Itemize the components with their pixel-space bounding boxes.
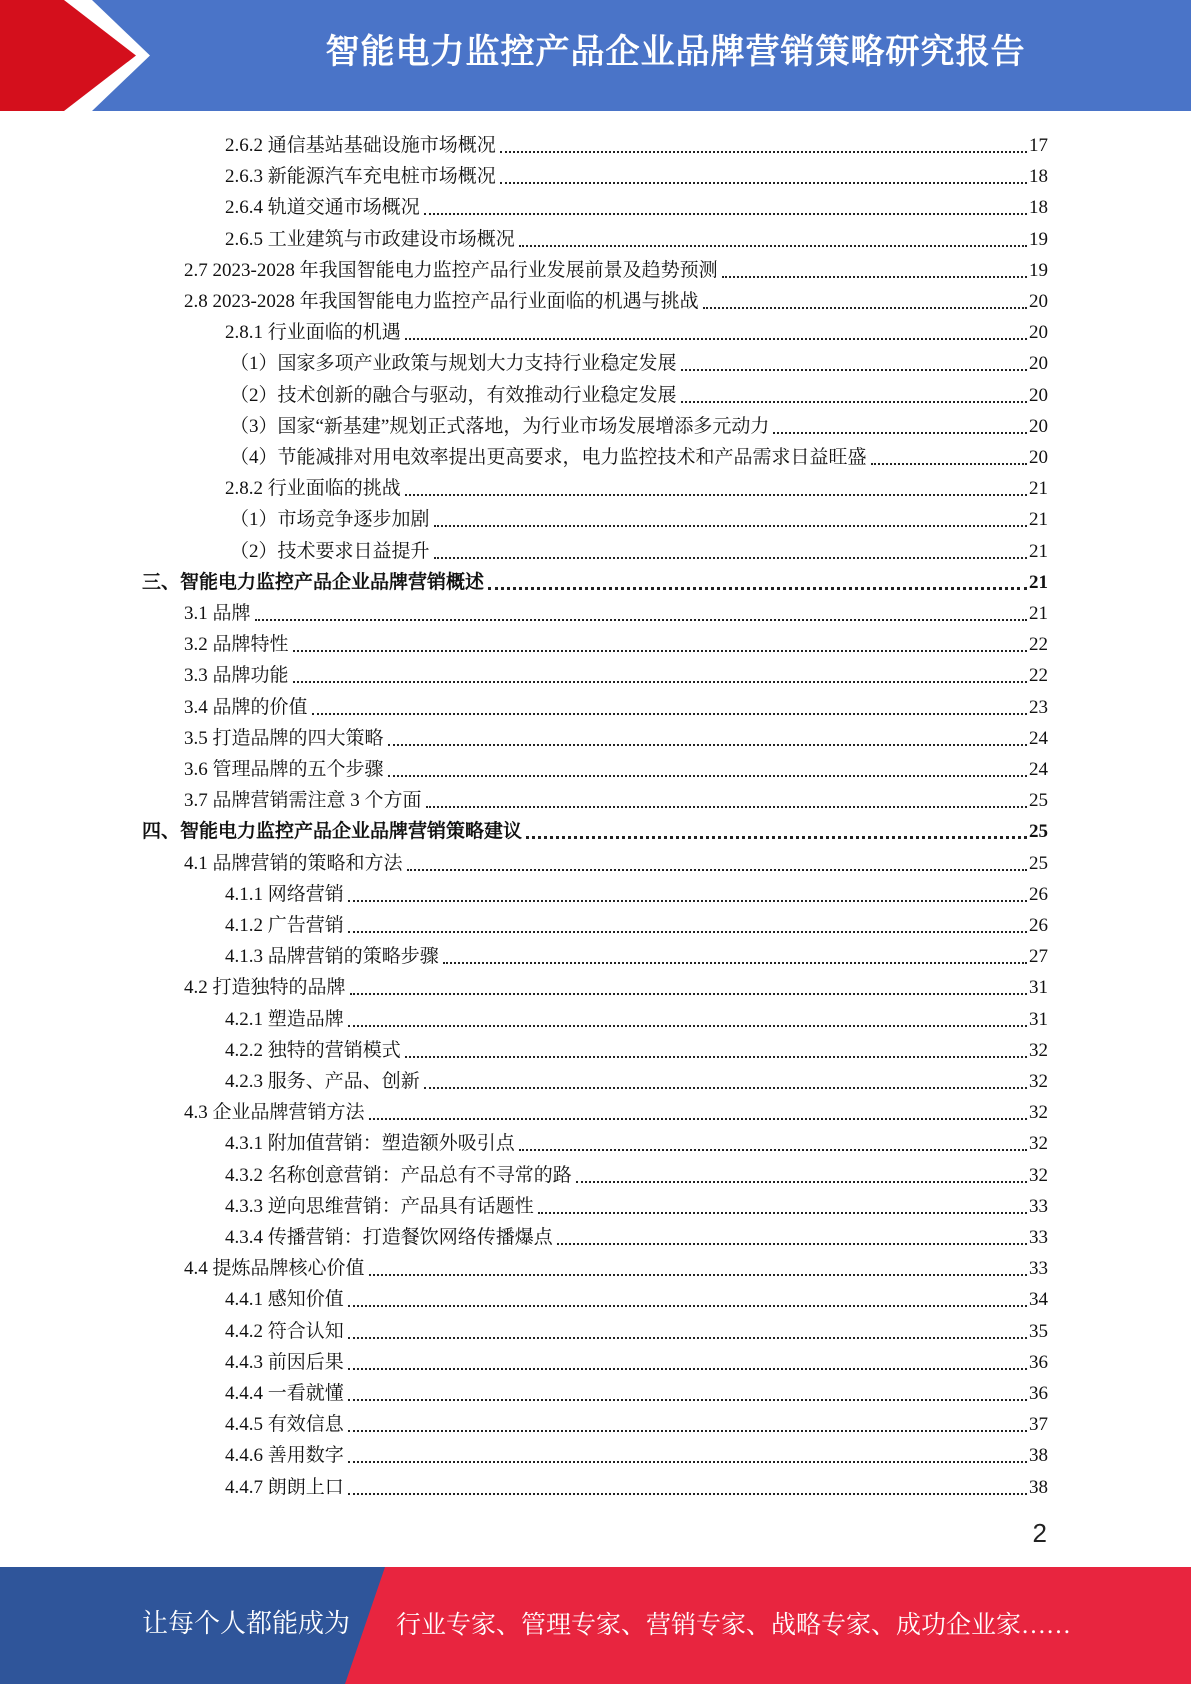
toc-entry[interactable]	[184, 689, 1048, 720]
toc-entry-page: 17	[1029, 135, 1048, 156]
toc-entry[interactable]	[225, 1188, 1048, 1219]
toc-leader-dots	[348, 1337, 1027, 1339]
toc-entry-label: 4.2.2 独特的营销模式	[225, 1039, 401, 1061]
toc-leader-dots	[407, 869, 1027, 871]
toc-entry[interactable]	[184, 845, 1048, 876]
toc-entry-label: 3.3 品牌功能	[184, 665, 289, 687]
toc-entry[interactable]	[225, 189, 1048, 220]
toc-leader-dots	[773, 432, 1027, 434]
toc-entry[interactable]	[225, 1063, 1048, 1094]
toc-entry[interactable]	[184, 252, 1048, 283]
toc-entry-page: 33	[1029, 1227, 1048, 1248]
toc-entry[interactable]	[230, 439, 1048, 470]
toc-entry[interactable]	[184, 751, 1048, 782]
toc-entry[interactable]	[184, 782, 1048, 813]
toc-entry-label: 4.1.1 网络营销	[225, 883, 344, 905]
toc-entry-page: 21	[1029, 478, 1048, 500]
toc-leader-dots	[388, 744, 1027, 746]
toc-entry[interactable]	[225, 1313, 1048, 1344]
toc-entry[interactable]	[142, 564, 1048, 595]
toc-entry-page: 32	[1029, 1164, 1048, 1186]
toc-entry-page: 20	[1029, 415, 1048, 437]
toc-entry-page: 23	[1029, 696, 1048, 718]
toc-entry-page: 20	[1029, 353, 1048, 375]
toc-leader-dots	[519, 1149, 1027, 1151]
toc-entry-page: 25	[1029, 852, 1048, 874]
toc-entry[interactable]	[184, 969, 1048, 1000]
toc-entry[interactable]	[184, 1094, 1048, 1125]
toc-leader-dots	[348, 1493, 1027, 1495]
toc-entry-page: 26	[1029, 915, 1048, 936]
toc-entry-page: 22	[1029, 634, 1048, 656]
toc-entry-label: （3）国家“新基建”规划正式落地，为行业市场发展增添多元动力	[230, 415, 770, 437]
toc-entry-label: 2.7 2023-2028 年我国智能电力监控产品行业发展前景及趋势预测	[184, 259, 718, 281]
toc-entry-label: 3.4 品牌的价值	[184, 696, 308, 718]
toc-leader-dots	[255, 619, 1027, 621]
toc-entry[interactable]	[225, 1032, 1048, 1063]
toc-entry-label: 4.4.6 善用数字	[225, 1445, 344, 1467]
toc-entry-page: 32	[1029, 1102, 1048, 1124]
toc-entry-page: 20	[1029, 384, 1048, 406]
toc-leader-dots	[519, 245, 1027, 247]
toc-entry-label: 4.4.4 一看就懂	[225, 1383, 344, 1404]
toc-entry-page: 20	[1029, 447, 1048, 468]
toc-entry[interactable]	[225, 876, 1048, 907]
toc-leader-dots	[388, 775, 1027, 777]
toc-entry-label: 4.4 提炼品牌核心价值	[184, 1258, 365, 1280]
toc-leader-dots	[722, 276, 1027, 278]
toc-entry[interactable]	[184, 720, 1048, 751]
toc-entry-label: 3.2 品牌特性	[184, 634, 289, 656]
toc-entry-page: 21	[1029, 509, 1048, 531]
toc-entry[interactable]	[225, 907, 1048, 938]
toc-entry-page: 22	[1029, 665, 1048, 687]
toc-entry[interactable]	[142, 813, 1048, 844]
toc-entry-label: 4.3.3 逆向思维营销：产品具有话题性	[225, 1195, 534, 1217]
toc-entry-label: 4.4.5 有效信息	[225, 1414, 344, 1436]
toc-entry-page: 31	[1029, 977, 1048, 999]
toc-leader-dots	[348, 1461, 1027, 1463]
toc-entry-page: 20	[1029, 291, 1048, 312]
toc-entry-label: 4.3.2 名称创意营销：产品总有不寻常的路	[225, 1164, 572, 1186]
toc-entry[interactable]	[225, 314, 1048, 345]
toc-leader-dots	[424, 1087, 1027, 1089]
toc-entry-label: （2）技术创新的融合与驱动，有效推动行业稳定发展	[230, 384, 677, 406]
footer-slogan-right: 行业专家、管理专家、营销专家、战略专家、成功企业家……	[396, 1612, 1072, 1639]
toc-entry-label: 2.8.2 行业面临的挑战	[225, 478, 401, 500]
toc-leader-dots	[426, 806, 1027, 808]
toc-entry-page: 31	[1029, 1008, 1048, 1030]
toc-leader-dots	[350, 993, 1027, 995]
toc-leader-dots	[526, 836, 1027, 839]
toc-leader-dots	[557, 1243, 1027, 1245]
toc-entry-label: 4.3 企业品牌营销方法	[184, 1102, 365, 1124]
toc-entry-page: 33	[1029, 1195, 1048, 1217]
document-title: 智能电力监控产品企业品牌营销策略研究报告	[325, 32, 1026, 72]
toc-entry[interactable]	[225, 221, 1048, 252]
toc-entry[interactable]	[225, 1281, 1048, 1312]
toc-leader-dots	[348, 1025, 1027, 1027]
toc-entry-label: （4）节能减排对用电效率提出更高要求，电力监控技术和产品需求日益旺盛	[230, 447, 867, 468]
toc-leader-dots	[405, 494, 1027, 496]
page-number: 2	[1032, 1518, 1047, 1548]
toc-entry-label: 4.1 品牌营销的策略和方法	[184, 852, 403, 874]
toc-entry-label: 2.8 2023-2028 年我国智能电力监控产品行业面临的机遇与挑战	[184, 291, 699, 312]
toc-entry-page: 36	[1029, 1351, 1048, 1373]
toc-entry-label: （2）技术要求日益提升	[230, 540, 430, 562]
toc-leader-dots	[434, 557, 1027, 559]
header-banner	[0, 0, 1191, 111]
toc-entry-page: 32	[1029, 1039, 1048, 1061]
toc-entry-page: 38	[1029, 1476, 1048, 1498]
toc-leader-dots	[348, 900, 1027, 902]
toc-entry-label: 2.6.3 新能源汽车充电桩市场概况	[225, 166, 496, 188]
toc-entry[interactable]	[225, 1344, 1048, 1375]
toc-entry[interactable]	[184, 626, 1048, 657]
toc-entry-label: 3.7 品牌营销需注意 3 个方面	[184, 790, 422, 812]
toc-entry[interactable]	[230, 501, 1048, 532]
toc-entry-label: 2.8.1 行业面临的机遇	[225, 322, 401, 344]
toc-entry-label: 4.1.2 广告营销	[225, 915, 344, 936]
toc-leader-dots	[348, 1368, 1027, 1370]
toc-entry-page: 25	[1029, 821, 1048, 843]
toc-entry-label: 4.3.1 附加值营销：塑造额外吸引点	[225, 1133, 515, 1155]
toc-leader-dots	[348, 931, 1027, 933]
toc-entry[interactable]	[225, 1375, 1048, 1406]
toc-entry-label: 4.2.3 服务、产品、创新	[225, 1071, 420, 1092]
toc-leader-dots	[405, 338, 1027, 340]
toc-entry[interactable]	[230, 377, 1048, 408]
toc-entry[interactable]	[225, 470, 1048, 501]
toc-entry-label: 3.1 品牌	[184, 603, 251, 624]
toc-entry[interactable]	[225, 1406, 1048, 1437]
toc-entry-label: 4.4.2 符合认知	[225, 1320, 344, 1342]
toc-leader-dots	[312, 713, 1027, 715]
toc-entry-page: 34	[1029, 1289, 1048, 1311]
toc-leader-dots	[369, 1274, 1027, 1276]
toc-entry-label: 4.2.1 塑造品牌	[225, 1008, 344, 1030]
toc-leader-dots	[443, 962, 1027, 964]
toc-leader-dots	[488, 587, 1027, 590]
toc-entry-page: 33	[1029, 1258, 1048, 1280]
toc-entry-page: 18	[1029, 166, 1048, 188]
toc-entry[interactable]	[225, 1437, 1048, 1468]
toc-entry-label: 4.2 打造独特的品牌	[184, 977, 346, 999]
toc-entry[interactable]	[225, 1125, 1048, 1156]
toc-entry[interactable]	[225, 1157, 1048, 1188]
toc-leader-dots	[681, 369, 1027, 371]
toc-entry-page: 19	[1029, 228, 1048, 250]
toc-entry[interactable]	[225, 158, 1048, 189]
toc-entry[interactable]	[184, 657, 1048, 688]
toc-leader-dots	[293, 681, 1027, 683]
toc-entry-label: 2.6.2 通信基站基础设施市场概况	[225, 135, 496, 156]
toc-entry-page: 20	[1029, 322, 1048, 344]
toc-leader-dots	[681, 401, 1027, 403]
toc-entry[interactable]	[230, 345, 1048, 376]
toc-entry-page: 25	[1029, 790, 1048, 812]
toc-entry-page: 26	[1029, 883, 1048, 905]
toc-entry-page: 35	[1029, 1320, 1048, 1342]
toc-entry[interactable]	[184, 283, 1048, 314]
toc-entry[interactable]	[230, 408, 1048, 439]
toc-entry-label: 4.4.3 前因后果	[225, 1351, 344, 1373]
toc-entry-label: 四、智能电力监控产品企业品牌营销策略建议	[142, 821, 523, 843]
toc-entry-label: 4.1.3 品牌营销的策略步骤	[225, 946, 439, 968]
toc-entry-page: 21	[1029, 571, 1048, 593]
toc-entry[interactable]	[225, 938, 1048, 969]
toc-leader-dots	[348, 1305, 1027, 1307]
toc-entry-label: 4.4.1 感知价值	[225, 1289, 344, 1311]
toc-entry[interactable]	[230, 533, 1048, 564]
toc-entry[interactable]	[184, 595, 1048, 626]
toc-entry-page: 24	[1029, 759, 1048, 780]
toc-entry-page: 21	[1029, 603, 1048, 624]
toc-entry-page: 21	[1029, 540, 1048, 562]
toc-entry-label: 2.6.5 工业建筑与市政建设市场概况	[225, 228, 515, 250]
toc-entry-label: 4.3.4 传播营销：打造餐饮网络传播爆点	[225, 1227, 553, 1248]
toc-leader-dots	[348, 1399, 1027, 1401]
toc-leader-dots	[703, 307, 1027, 309]
toc-entry-label: （1）国家多项产业政策与规划大力支持行业稳定发展	[230, 353, 677, 375]
toc-entry-page: 24	[1029, 727, 1048, 749]
toc-entry[interactable]	[225, 1001, 1048, 1032]
toc-entry-label: 3.5 打造品牌的四大策略	[184, 727, 384, 749]
toc-leader-dots	[500, 182, 1027, 184]
footer-slogan-left: 让每个人都能成为	[142, 1609, 351, 1638]
toc-entry-page: 38	[1029, 1445, 1048, 1467]
toc-entry-label: 4.4.7 朗朗上口	[225, 1476, 344, 1498]
toc-leader-dots	[293, 650, 1027, 652]
toc-leader-dots	[434, 525, 1027, 527]
toc-entry-page: 36	[1029, 1383, 1048, 1404]
toc-leader-dots	[871, 463, 1027, 465]
header-arrow-icon	[0, 0, 136, 111]
toc-entry[interactable]	[225, 1219, 1048, 1250]
toc-leader-dots	[576, 1181, 1027, 1183]
toc-leader-dots	[405, 1056, 1027, 1058]
toc-entry-page: 37	[1029, 1414, 1048, 1436]
toc-leader-dots	[369, 1118, 1027, 1120]
toc-entry-page: 27	[1029, 946, 1048, 968]
toc-entry-page: 18	[1029, 197, 1048, 219]
toc-leader-dots	[538, 1212, 1027, 1214]
toc-leader-dots	[348, 1430, 1027, 1432]
toc-entry-page: 32	[1029, 1133, 1048, 1155]
toc-leader-dots	[424, 213, 1027, 215]
toc-entry[interactable]	[225, 127, 1048, 158]
toc-entry-label: 三、智能电力监控产品企业品牌营销概述	[142, 571, 485, 593]
toc-leader-dots	[500, 151, 1027, 153]
footer-banner	[0, 1567, 1191, 1684]
toc-entry-page: 32	[1029, 1071, 1048, 1092]
toc-entry-label: 3.6 管理品牌的五个步骤	[184, 759, 384, 780]
toc-entry-page: 19	[1029, 259, 1048, 281]
toc-entry[interactable]	[184, 1250, 1048, 1281]
toc-entry-label: （1）市场竞争逐步加剧	[230, 509, 430, 531]
toc-entry[interactable]	[225, 1469, 1048, 1500]
toc-entry-label: 2.6.4 轨道交通市场概况	[225, 197, 420, 219]
